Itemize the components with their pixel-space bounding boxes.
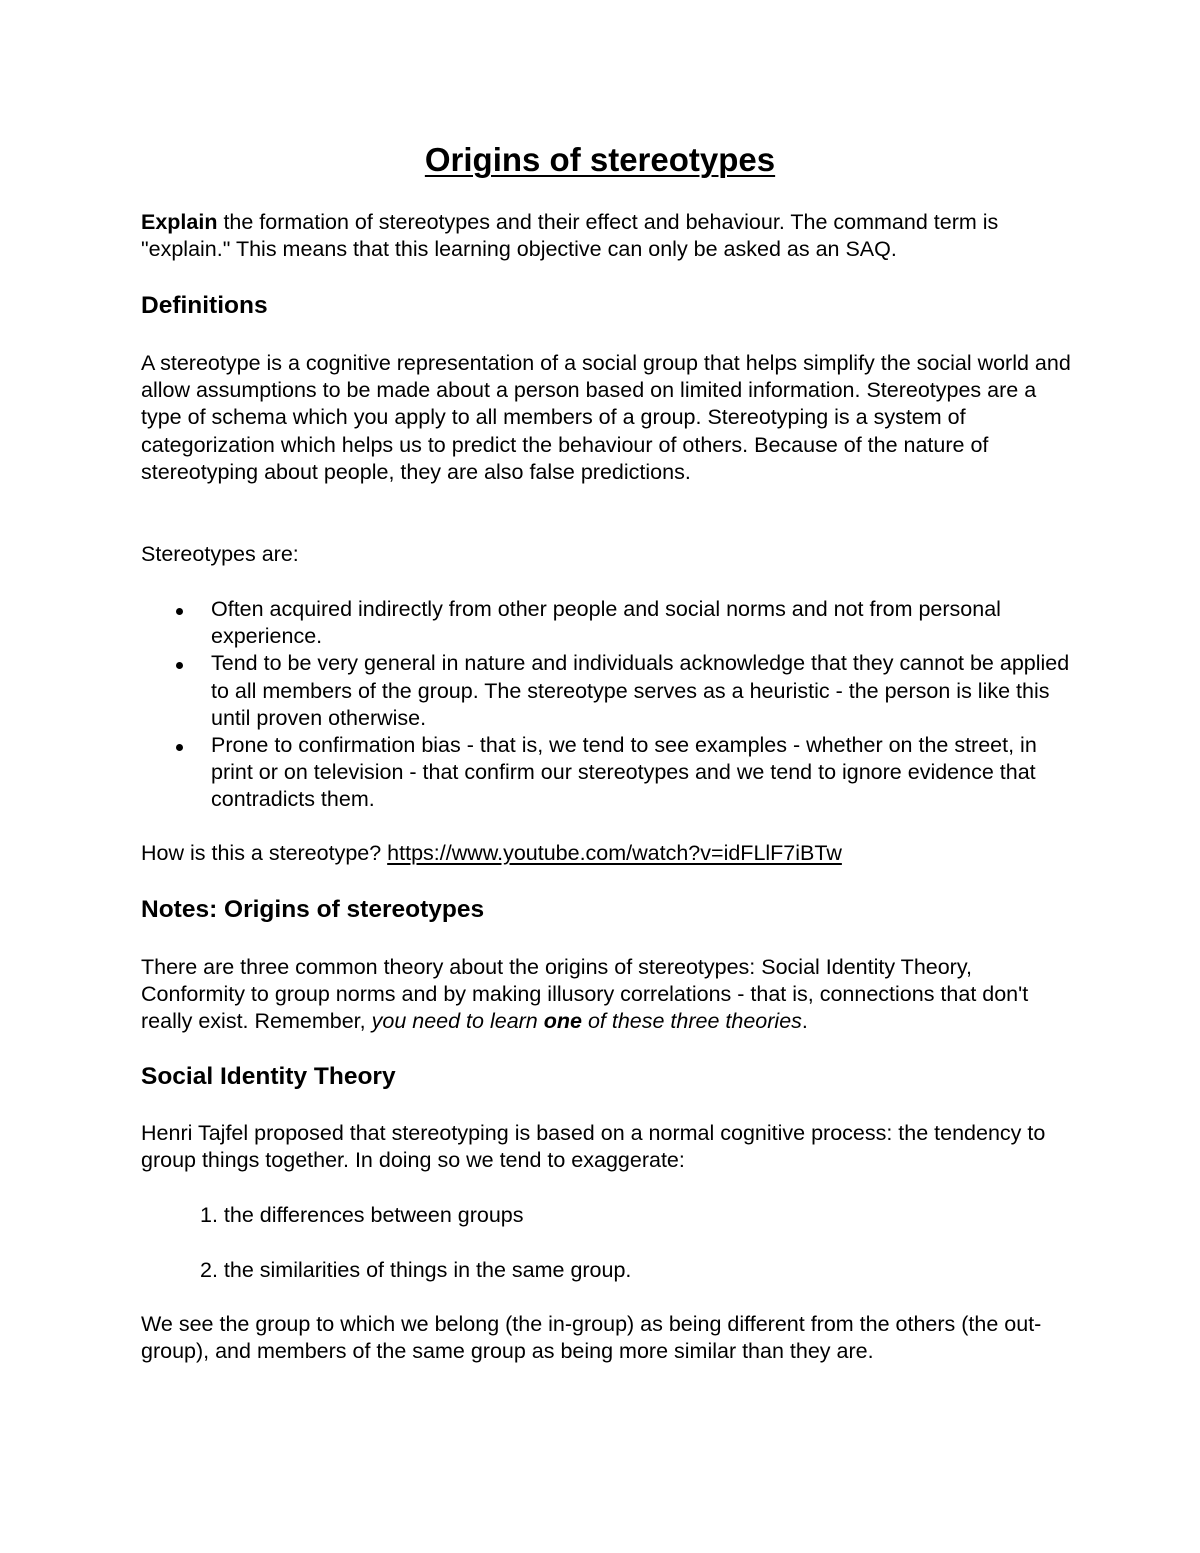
bullet-icon xyxy=(176,744,183,751)
list-intro: Stereotypes are: xyxy=(141,542,299,566)
sit-heading: Social Identity Theory xyxy=(141,1063,396,1090)
sit-closing-paragraph: We see the group to which we belong (the in-group) as being different from the others (the out-group), and members of the same group as being more similar than they are. xyxy=(141,1312,1042,1364)
definitions-heading: Definitions xyxy=(141,292,268,319)
bullet-text: Often acquired indirectly from other people and social norms and not from personal experience. xyxy=(211,597,1001,649)
intro-text: the formation of stereotypes and their effect and behaviour. The command term is "explain." This means that this learning objective can only be asked as an SAQ. xyxy=(141,210,999,262)
notes-text: There are three common theory about the origins of stereotypes: Social Identity Theory, Conformity to group norms and by making illusory correlations - that is, connections that don't really exist. Remember, xyxy=(141,955,1029,1034)
numbered-item-2: 2. the similarities of things in the same group. xyxy=(200,1258,632,1282)
question-text: How is this a stereotype? xyxy=(141,841,388,865)
bullet-icon xyxy=(176,608,183,615)
list-item xyxy=(141,650,1081,732)
list-item xyxy=(141,732,1081,814)
video-question xyxy=(141,840,1071,867)
bullet-icon xyxy=(176,662,183,669)
stereotype-bullet-list xyxy=(141,596,1081,814)
notes-italic-text: you need to learn xyxy=(371,1009,544,1034)
intro-paragraph xyxy=(141,209,1071,263)
notes-paragraph xyxy=(141,954,1071,1036)
notes-italic-text-2: of these three theories xyxy=(581,1009,802,1034)
notes-bold-italic-text: one xyxy=(543,1009,582,1034)
bullet-text: Prone to confirmation bias - that is, we tend to see examples - whether on the street, in print or on television - that confirm our stereotypes and we tend to ignore evidence that contradicts them. xyxy=(211,733,1037,812)
list-item xyxy=(141,596,1081,650)
bullet-text: Tend to be very general in nature and individuals acknowledge that they cannot be applied to all members of the group. The stereotype serves as a heuristic - the person is like this until proven otherwise. xyxy=(211,651,1070,730)
sit-paragraph: Henri Tajfel proposed that stereotyping is based on a normal cognitive process: the tendency to group things together. In doing so we tend to exaggerate: xyxy=(141,1121,1046,1173)
numbered-item-1: 1. the differences between groups xyxy=(200,1203,524,1227)
notes-heading: Notes: Origins of stereotypes xyxy=(141,896,485,923)
youtube-link[interactable]: https://www.youtube.com/watch?v=idFLlF7iBTw xyxy=(387,841,842,865)
definitions-paragraph: A stereotype is a cognitive representation of a social group that helps simplify the social world and allow assumptions to be made about a person based on limited information. Stereotypes are a type of schema which you apply to all members of a group. Stereotyping is a system of categorization which helps us to predict the behaviour of others. Because of the nature of stereotyping about people, they are also false predictions. xyxy=(141,351,1071,484)
notes-text-end: . xyxy=(801,1009,808,1034)
page-title: Origins of stereotypes xyxy=(424,141,776,178)
intro-bold-word: Explain xyxy=(141,210,218,234)
